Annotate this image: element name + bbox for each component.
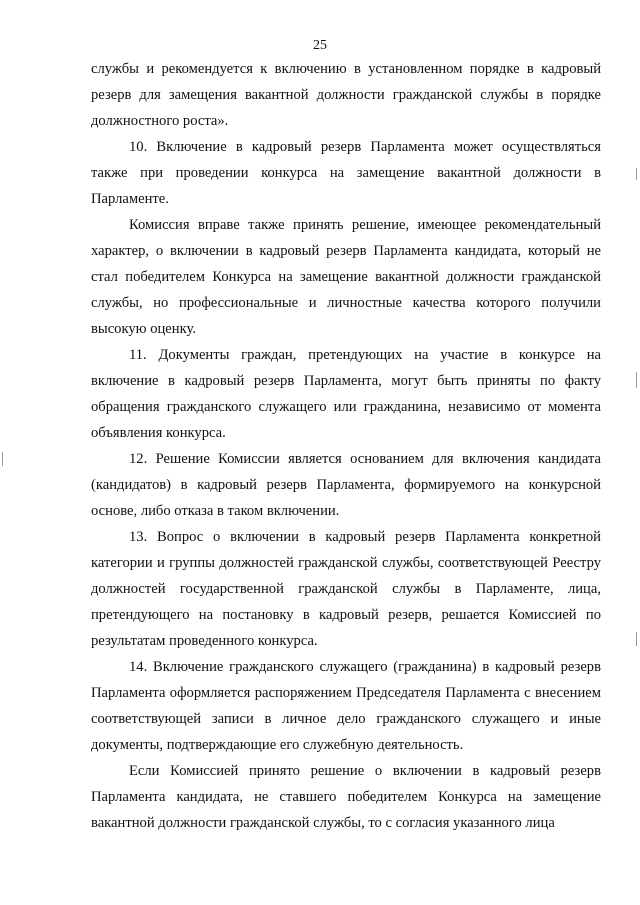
- paragraph-item-11: 11. Документы граждан, претендующих на участие в конкурсе на включение в кадровый резерв Парламента, могут быть приняты по факту обращения гражданского служащего или гражданина, независимо от момента объявления конкурса.: [91, 347, 601, 441]
- paragraph-continuation: службы и рекомендуется к включению в установленном порядке в кадровый резерв для замещения вакантной должности гражданской службы в порядке должностного роста».: [91, 61, 601, 129]
- page-number: 25: [313, 38, 327, 53]
- document-body: [91, 56, 601, 836]
- paragraph-commission-recommendation: Комиссия вправе также принять решение, имеющее рекомендательный характер, о включении в кадровый резерв Парламента кандидата, который не стал победителем Конкурса на замещение вакантной должности гражданской службы, но профессиональные и личностные качества которого получили высокую оценку.: [91, 217, 601, 337]
- scan-edge-mark-right: [636, 372, 637, 388]
- scan-edge-mark-right-upper: [636, 168, 637, 180]
- paragraph-item-12: 12. Решение Комиссии является основанием для включения кандидата (кандидатов) в кадровый резерв Парламента, формируемого на конкурсной основе, либо отказа в таком включении.: [91, 451, 601, 519]
- scan-edge-mark-right-lower: [636, 632, 637, 646]
- paragraph-item-14: 14. Включение гражданского служащего (гражданина) в кадровый резерв Парламента оформляется распоряжением Председателя Парламента с внесением соответствующей записи в личное дело гражданского служащего и иные документы, подтверждающие его служебную деятельность.: [91, 659, 601, 753]
- paragraph-item-13: 13. Вопрос о включении в кадровый резерв Парламента конкретной категории и группы должностей гражданской службы, соответствующей Реестру должностей государственной гражданской службы в Парламенте, лица, претендующего на постановку в кадровый резерв, решается Комиссией по результатам проведенного конкурса.: [91, 529, 601, 649]
- paragraph-item-10: 10. Включение в кадровый резерв Парламента может осуществляться также при проведении конкурса на замещение вакантной должности в Парламенте.: [91, 139, 601, 207]
- paragraph-commission-decision: Если Комиссией принято решение о включении в кадровый резерв Парламента кандидата, не ставшего победителем Конкурса на замещение вакантной должности гражданской службы, то с согласия указанного лица: [91, 763, 601, 831]
- scan-edge-mark-left: [2, 452, 3, 466]
